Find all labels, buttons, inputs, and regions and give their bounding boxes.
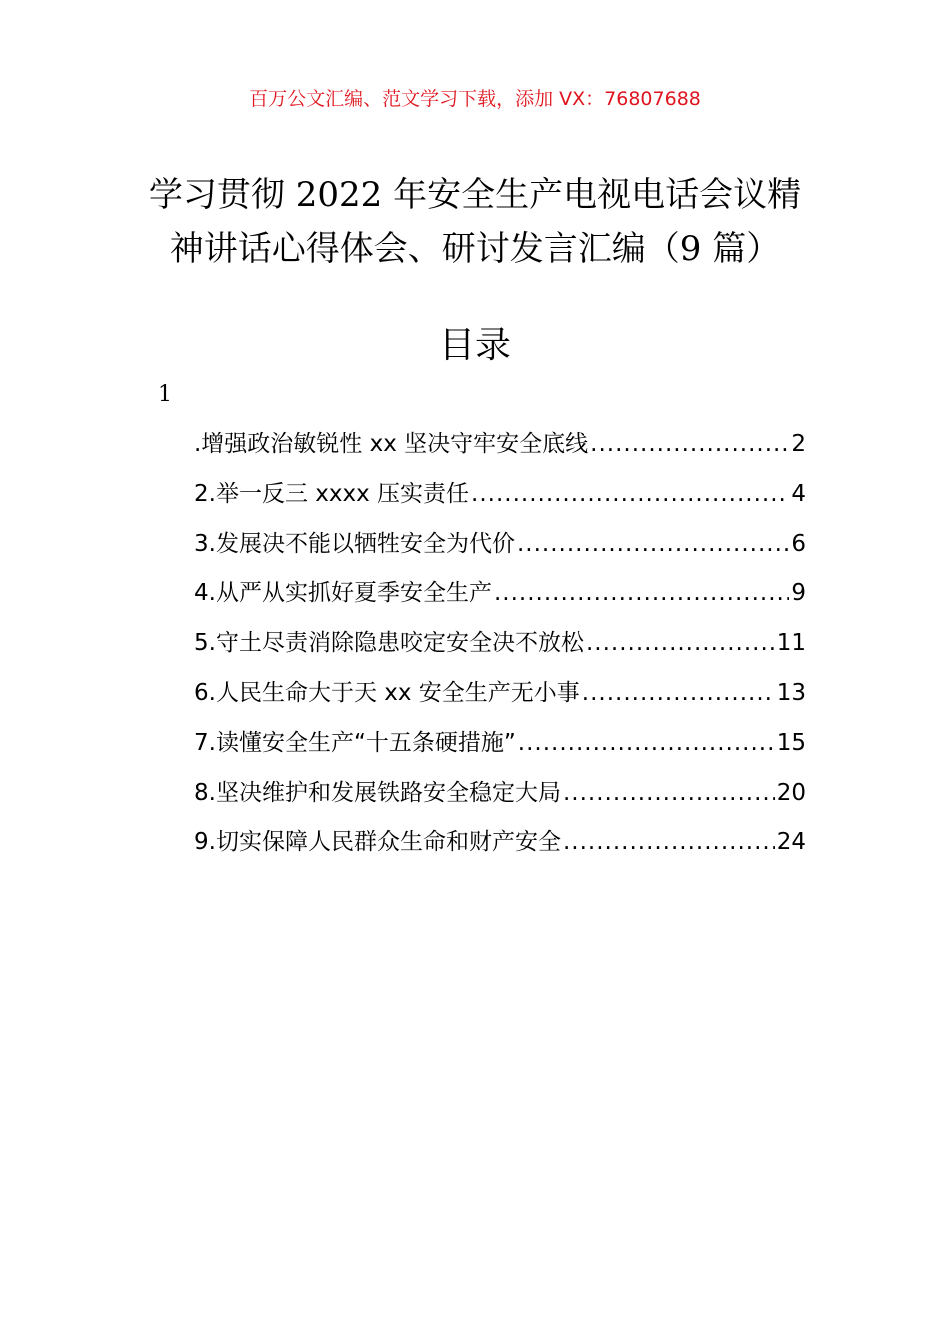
toc-entry-8[interactable]	[194, 769, 806, 819]
toc-entry-title: 3.发展决不能以牺牲安全为代价	[194, 530, 515, 557]
toc-leader-dots	[582, 669, 775, 719]
toc-leader-dots	[563, 818, 775, 868]
toc-entry-3[interactable]	[194, 520, 806, 570]
document-title-line-2: 神讲话心得体会、研讨发言汇编（9 篇）	[169, 229, 781, 269]
toc-entry-title: 6.人民生命大于天 xx 安全生产无小事	[194, 679, 580, 706]
toc-entry-7[interactable]	[194, 719, 806, 769]
toc-entry-5[interactable]	[194, 619, 806, 669]
toc-entry-9[interactable]	[194, 818, 806, 868]
toc-entry-page: 13	[776, 679, 806, 706]
toc-entry-4[interactable]	[194, 569, 806, 619]
toc-entry-title: 9.切实保障人民群众生命和财产安全	[194, 829, 561, 856]
toc-entry-page: 11	[776, 630, 806, 657]
table-of-contents	[194, 420, 806, 868]
toc-entry-title: 2.举一反三 xxxx 压实责任	[194, 480, 470, 507]
toc-leader-dots	[590, 420, 789, 470]
document-title	[120, 168, 830, 276]
toc-entry-page: 9	[791, 580, 806, 607]
toc-leader-dots	[518, 719, 775, 769]
watermark-header: 百万公文汇编、范文学习下载，添加 VX：76807688	[249, 88, 701, 110]
toc-entry-page: 6	[791, 530, 806, 557]
document-title-line-1: 学习贯彻 2022 年安全生产电视电话会议精	[148, 175, 802, 215]
toc-entry-title: 8.坚决维护和发展铁路安全稳定大局	[194, 779, 561, 806]
toc-entry-page: 2	[791, 431, 806, 457]
toc-entry-title: .增强政治敏锐性 xx 坚决守牢安全底线	[194, 431, 589, 457]
toc-leader-dots	[563, 769, 775, 819]
toc-leader-dots	[471, 470, 789, 520]
toc-entry-page: 24	[776, 829, 806, 856]
toc-entry-1[interactable]	[194, 420, 806, 470]
toc-entry-page: 4	[791, 480, 806, 507]
toc-leader-dots	[517, 520, 789, 570]
toc-entry-page: 15	[776, 729, 806, 756]
toc-heading: 目录	[438, 325, 511, 366]
toc-entry-title: 5.守土尽责消除隐患咬定安全决不放松	[194, 630, 584, 657]
toc-leader-dots	[586, 619, 775, 669]
toc-entry-title: 7.读懂安全生产“十五条硬措施”	[194, 729, 516, 756]
toc-entry-title: 4.从严从实抓好夏季安全生产	[194, 580, 492, 607]
toc-entry-page: 20	[776, 779, 806, 806]
stray-number: 1	[158, 382, 172, 407]
toc-leader-dots	[494, 569, 789, 619]
toc-entry-2[interactable]	[194, 470, 806, 520]
toc-entry-6[interactable]	[194, 669, 806, 719]
